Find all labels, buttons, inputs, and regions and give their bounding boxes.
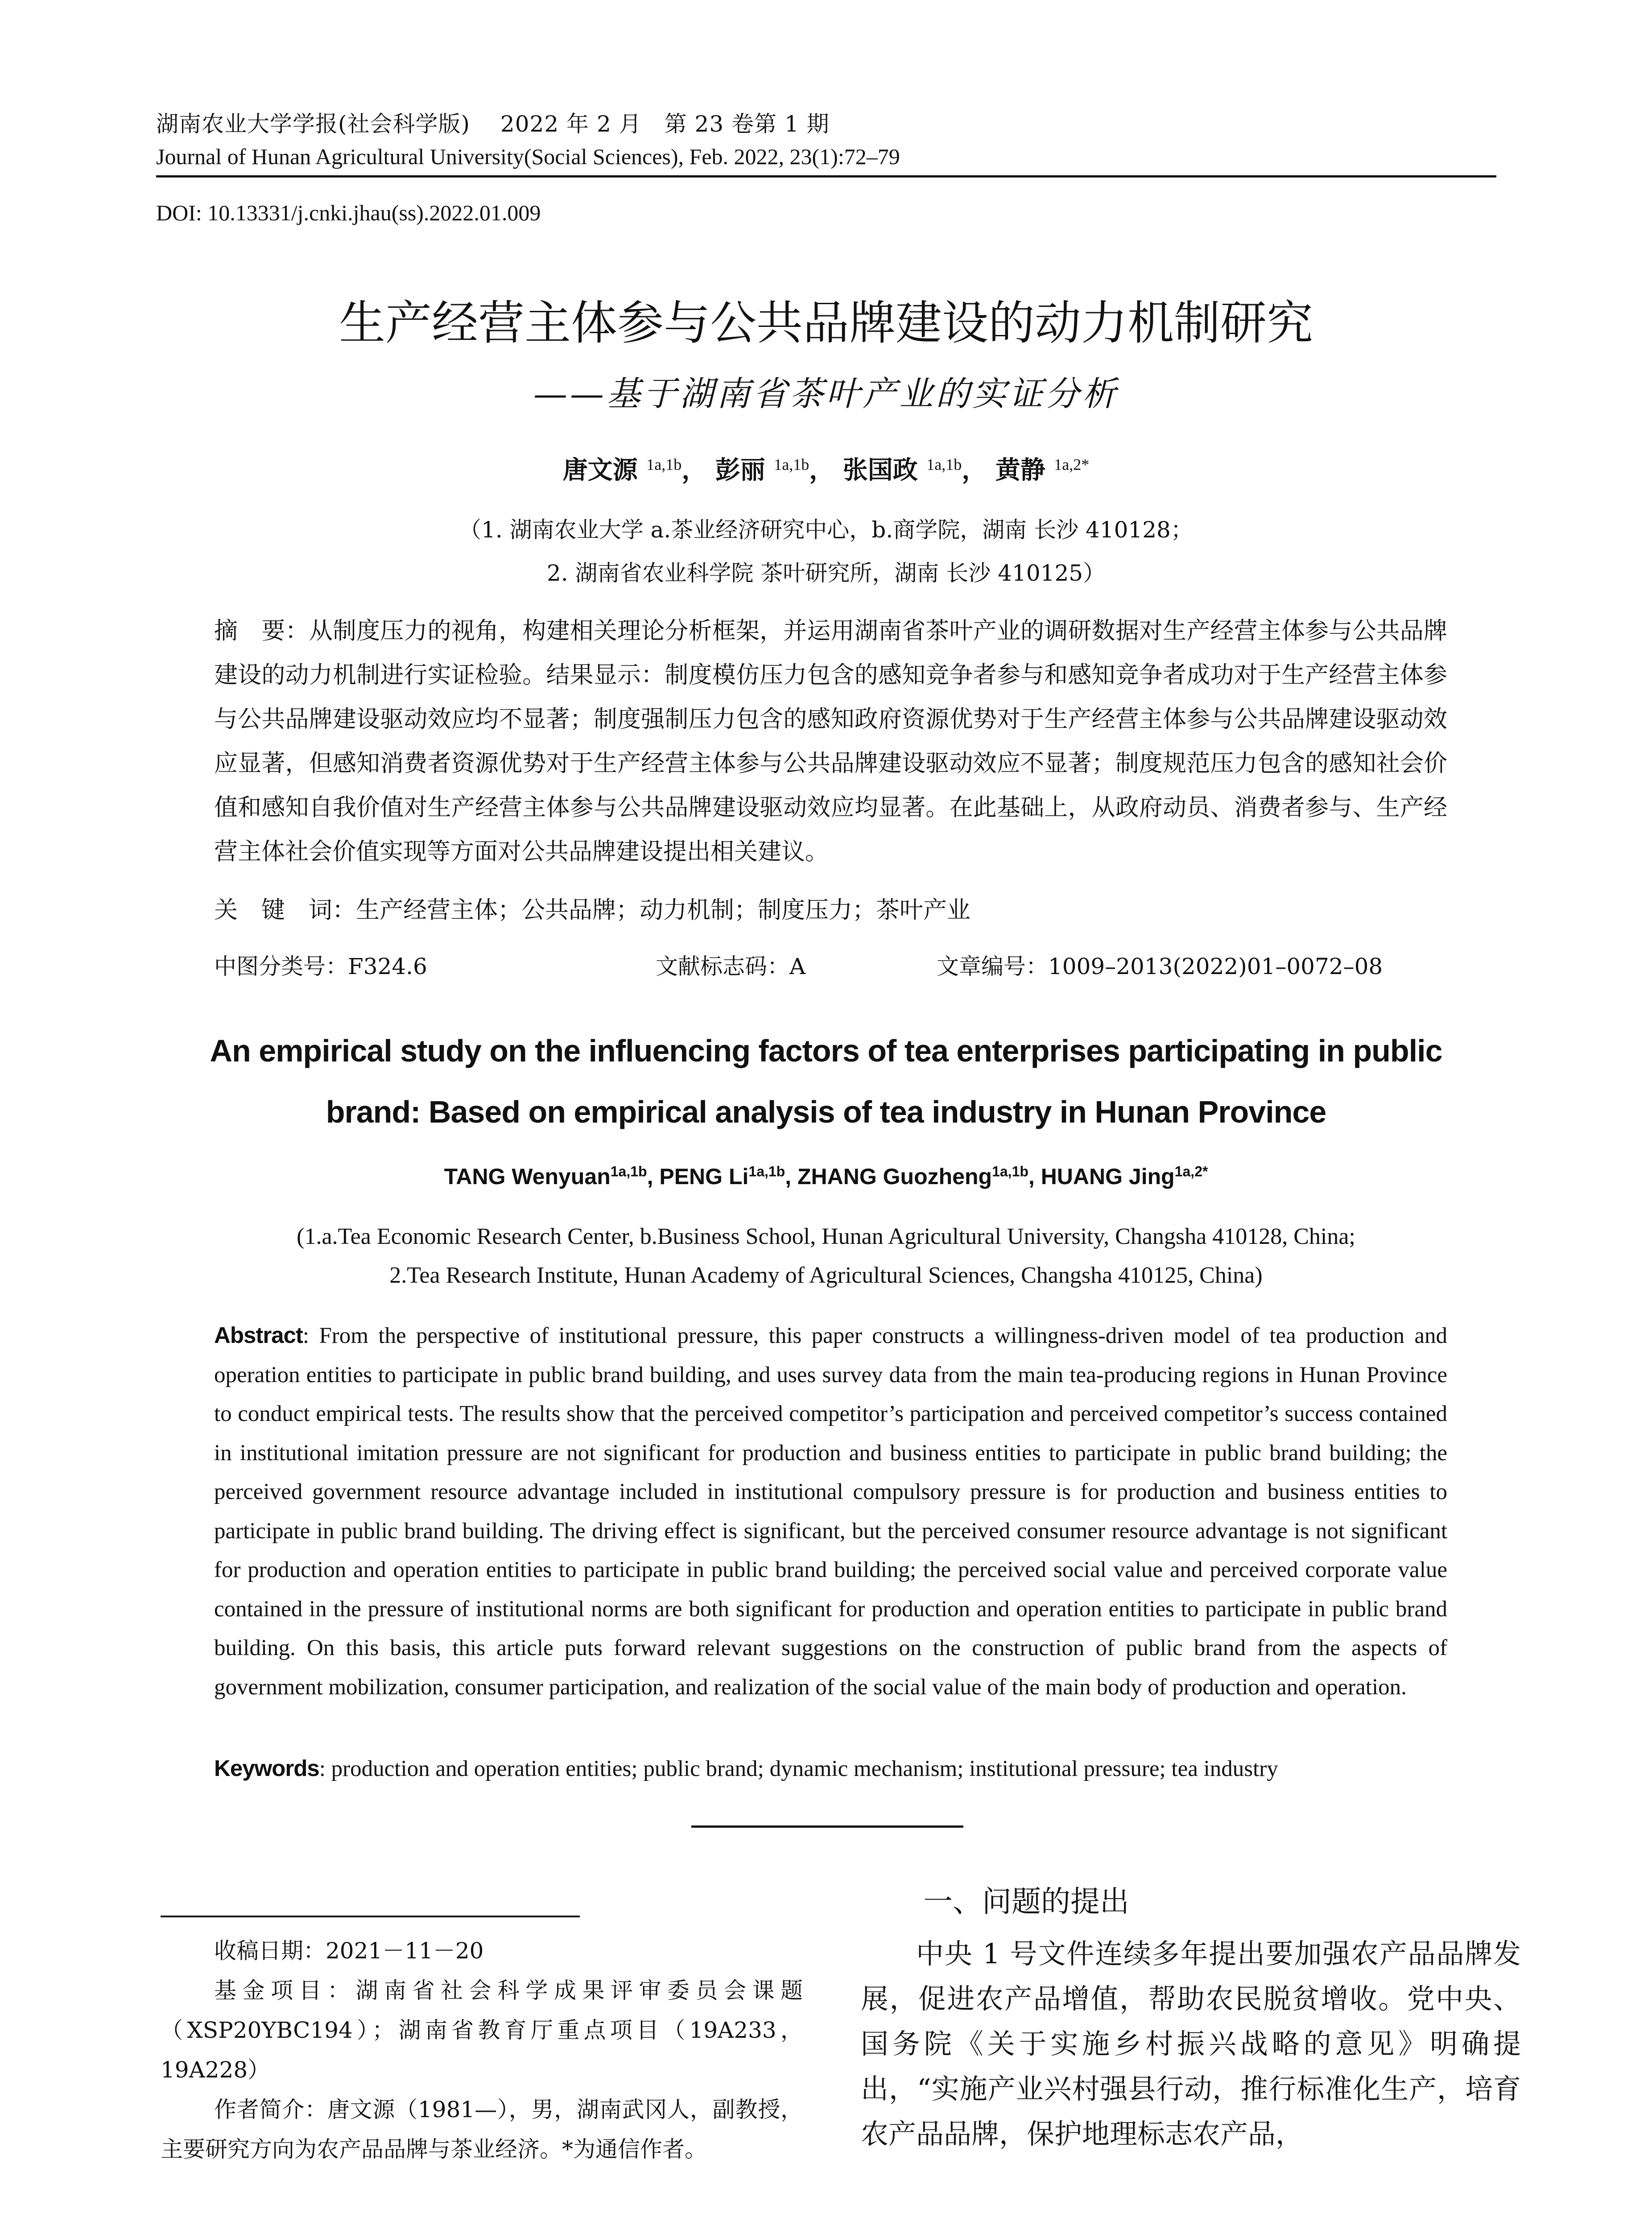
footnote-fund: 基金项目：湖南省社会科学成果评审委员会课题（XSP20YBC194）；湖南省教育厅重点项目（19A233，19A228） [161,1978,803,2083]
keywords-cn [214,891,1447,925]
section-heading: 一、问题的提出 [923,1884,1129,1919]
author-en: ZHANG Guozheng$^{1a,1b}$, [797,1163,1041,1189]
abstract-en [214,1316,1447,1707]
body-paragraph: 中央 1 号文件连续多年提出要加强农产品品牌发展，促进农产品增值，帮助农民脱贫增收。党中央、国务院《关于实施乡村振兴战略的意见》明确提出，“实施产业兴村强县行动，推行标准化生产，培育农产品品牌，保护地理标志农产品， [861,1937,1521,2150]
article-number: 文章编号：1009–2013(2022)01–0072–08 [937,954,1383,979]
header-rule [156,175,1496,178]
author-cn: 彭丽 $^{1a,1b}$， [715,455,834,485]
author-en: TANG Wenyuan$^{1a,1b}$, [444,1163,660,1189]
abstract-cn [214,609,1447,874]
abstract-label-en: Abstract [214,1322,303,1348]
document-code: 文献标志码：A [656,954,806,979]
section-divider [691,1825,963,1828]
journal-header-en: Journal of Hunan Agricultural University(Social Sciences), Feb. 2022, 23(1):72–79 [156,144,900,169]
paper-subtitle-cn: ——基于湖南省茶叶产业的实证分析 [533,374,1119,413]
abstract-text-cn: 从制度压力的视角，构建相关理论分析框架，并运用湖南省茶叶产业的调研数据对生产经营主体参与公共品牌建设的动力机制进行实证检验。结果显示：制度模仿压力包含的感知竞争者参与和感知竞争者成功对于生产经营主体参与公共品牌建设驱动效应均不显著；制度强制压力包含的感知政府资源优势对于生产经营主体参与公共品牌建设驱动效应显著，但感知消费者资源优势对于生产经营主体参与公共品牌建设驱动效应不显著；制度规范压力包含的感知社会价值和感知自我价值对生产经营主体参与公共品牌建设驱动效应均显著。在此基础上，从政府动员、消费者参与、生产经营主体社会价值实现等方面对公共品牌建设提出相关建议。 [214,617,1448,865]
abstract-text-en: : From the perspective of institutional pressure, this paper constructs a willingness-driven model of tea production and operation entities to participate in public brand building, and uses survey data from the main tea-producing regions in Hunan Province to conduct empirical tests. The results show that the perceived competitor’s participation and perceived competitor’s success contained in institutional imitation pressure are not significant for production and business entities to participate in public brand building; the perceived government resource advantage included in institutional compulsory pressure is for production and business entities to participate in public brand building. The driving effect is significant, but the perceived consumer resource advantage is not significant for production and operation entities to participate in public brand building; the perceived social value and perceived corporate value contained in the pressure of institutional norms are both significant for production and operation entities to participate in public brand building. On this basis, this article puts forward relevant suggestions on the construction of public brand from the aspects of government mobilization, consumer participation, and realization of the social value of the main body of production and operation. [214,1323,1447,1700]
author-list-en [0,1163,1652,1189]
clc-number: 中图分类号：F324.6 [214,954,427,979]
author-en: HUANG Jing$^{1a,2*}$ [1041,1163,1208,1189]
footnote-author-bio: 作者简介：唐文源（1981—），男，湖南武冈人，副教授，主要研究方向为农产品品牌与茶业经济。*为通信作者。 [161,2097,803,2162]
keywords-text-en: : production and operation entities; public brand; dynamic mechanism; institutional pressure; tea industry [319,1756,1278,1781]
author-cn: 黄静 $^{1a,2*}$ [995,455,1090,485]
keywords-en [214,1755,1447,1782]
paper-title-en: An empirical study on the influencing factors of tea enterprises participating in public brand: Based on empirical analysis of tea industry in Hunan Province [210,1033,1442,1129]
paper-title-cn: 生产经营主体参与公共品牌建设的动力机制研究 [339,296,1313,350]
affiliation-en: (1.a.Tea Economic Research Center, b.Business School, Hunan Agricultural University, Changsha 410128, China; [297,1224,1355,1249]
affiliation-cn: 2. 湖南省农业科学院 茶叶研究所，湖南 长沙 410125） [546,560,1106,586]
affiliation-cn: （1. 湖南农业大学 a.茶业经济研究中心，b.商学院，湖南 长沙 410128； [459,517,1193,543]
keywords-text-cn: 生产经营主体；公共品牌；动力机制；制度压力；茶叶产业 [356,896,971,924]
keywords-label-en: Keywords [214,1755,319,1781]
journal-header-cn: 湖南农业大学学报(社会科学版) 2022 年 2 月 第 23 卷第 1 期 [156,111,830,137]
abstract-label-cn: 摘 要： [214,617,309,644]
keywords-label-cn: 关 键 词： [214,896,356,924]
author-cn: 张国政 $^{1a,1b}$， [843,455,987,485]
author-cn: 唐文源 $^{1a,1b}$， [562,455,707,485]
doi: DOI: 10.13331/j.cnki.jhau(ss).2022.01.009 [156,200,541,225]
footnote-received: 收稿日期：2021－11－20 [214,1938,484,1964]
author-en: PENG $Li^{1a,1b}$, [659,1163,798,1189]
footnote-rule [161,1916,580,1917]
author-list-cn [0,450,1652,486]
footnotes [161,1931,803,2169]
affiliation-en: 2.Tea Research Institute, Hunan Academy of Agricultural Sciences, Changsha 410125, China) [389,1263,1263,1288]
